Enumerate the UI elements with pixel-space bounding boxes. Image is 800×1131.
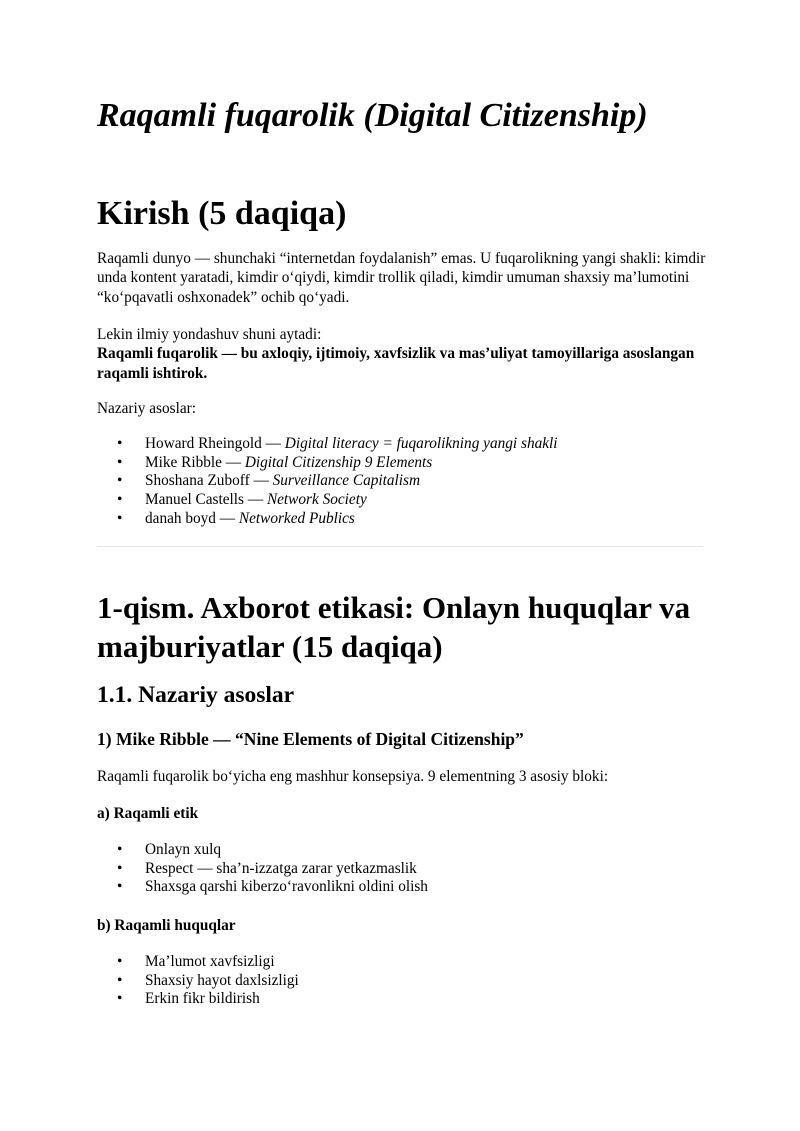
block-a-list [97, 841, 717, 897]
theory-work: Digital literacy = fuqarolikning yangi shakli [284, 435, 558, 452]
bullet-icon: • [117, 841, 123, 858]
bullet-icon: • [117, 472, 123, 490]
theory-list [97, 435, 717, 529]
block-a-heading: a) Raqamli etik [97, 805, 199, 822]
theory-author: Shoshana Zuboff — [145, 472, 273, 490]
definition-block [97, 325, 707, 383]
bullet-icon: • [117, 491, 123, 509]
list-item-text: Erkin fikr bildirish [145, 990, 260, 1008]
lekin-line: Lekin ilmiy yondashuv shuni aytadi: [97, 326, 322, 343]
block-b-heading: b) Raqamli huquqlar [97, 917, 236, 934]
list-item [97, 860, 717, 879]
definition-text: Raqamli fuqarolik — bu axloqiy, ijtimoiy, xavfsizlik va mas’uliyat tamoyillariga asoslangan raqamli ishtirok. [97, 345, 695, 382]
list-item [97, 990, 717, 1009]
bullet-icon: • [117, 859, 123, 877]
part1-heading: 1-qism. Axborot etikasi: Onlayn huquqlar va majburiyatlar (15 daqiqa) [97, 590, 691, 664]
theory-label: Nazariy asoslar: [97, 400, 196, 417]
document-title: Raqamli fuqarolik (Digital Citizenship) [97, 97, 648, 134]
bullet-icon: • [117, 990, 123, 1008]
theory-author: danah boyd — [145, 509, 239, 527]
list-item [97, 454, 717, 473]
bullet-icon: • [117, 453, 123, 471]
list-item [97, 491, 717, 510]
block-b-list [97, 953, 717, 1009]
theory-author: Howard Rheingold — [145, 435, 285, 452]
bullet-icon: • [117, 953, 123, 970]
intro-paragraph: Raqamli dunyo — shunchaki “internetdan foydalanish” emas. U fuqarolikning yangi shakli: kimdir unda kontent yaratadi, kimdir o‘qiydi, kimdir trollik qiladi, kimdir umuman shaxsiy ma’lumotini “ko‘pqavatli oshxonadek” ochib qo‘yadi. [97, 250, 706, 306]
theory-work: Digital Citizenship 9 Elements [244, 453, 433, 471]
theory-work: Networked Publics [238, 509, 355, 527]
bullet-icon: • [117, 971, 123, 989]
list-item [97, 841, 717, 860]
bullet-icon: • [117, 878, 123, 896]
list-item-text: Shaxsiy hayot daxlsizligi [145, 971, 299, 989]
list-item-text: Shaxsga qarshi kiberzo‘ravonlikni oldini olish [145, 878, 428, 896]
theory-work: Network Society [266, 491, 367, 509]
list-item [97, 472, 717, 491]
list-item-text: Respect — sha’n-izzatga zarar yetkazmaslik [145, 859, 417, 877]
ribble-paragraph: Raqamli fuqarolik bo‘yicha eng mashhur konsepsiya. 9 elementning 3 asosiy bloki: [97, 768, 609, 785]
list-item [97, 972, 717, 991]
bullet-icon: • [117, 509, 123, 527]
list-item [97, 435, 717, 454]
list-item-text: Ma’lumot xavfsizligi [145, 953, 275, 970]
theory-author: Manuel Castells — [145, 491, 267, 509]
theory-work: Surveillance Capitalism [272, 472, 421, 490]
list-item-text: Onlayn xulq [145, 841, 222, 858]
part1-subheading: 1.1. Nazariy asoslar [97, 682, 295, 708]
bullet-icon: • [117, 435, 123, 452]
list-item [97, 510, 717, 529]
list-item [97, 878, 717, 897]
section-divider [97, 546, 703, 547]
list-item [97, 953, 717, 972]
ribble-heading: 1) Mike Ribble — “Nine Elements of Digital Citizenship” [97, 729, 524, 749]
theory-author: Mike Ribble — [145, 453, 245, 471]
intro-heading: Kirish (5 daqiqa) [97, 195, 347, 232]
